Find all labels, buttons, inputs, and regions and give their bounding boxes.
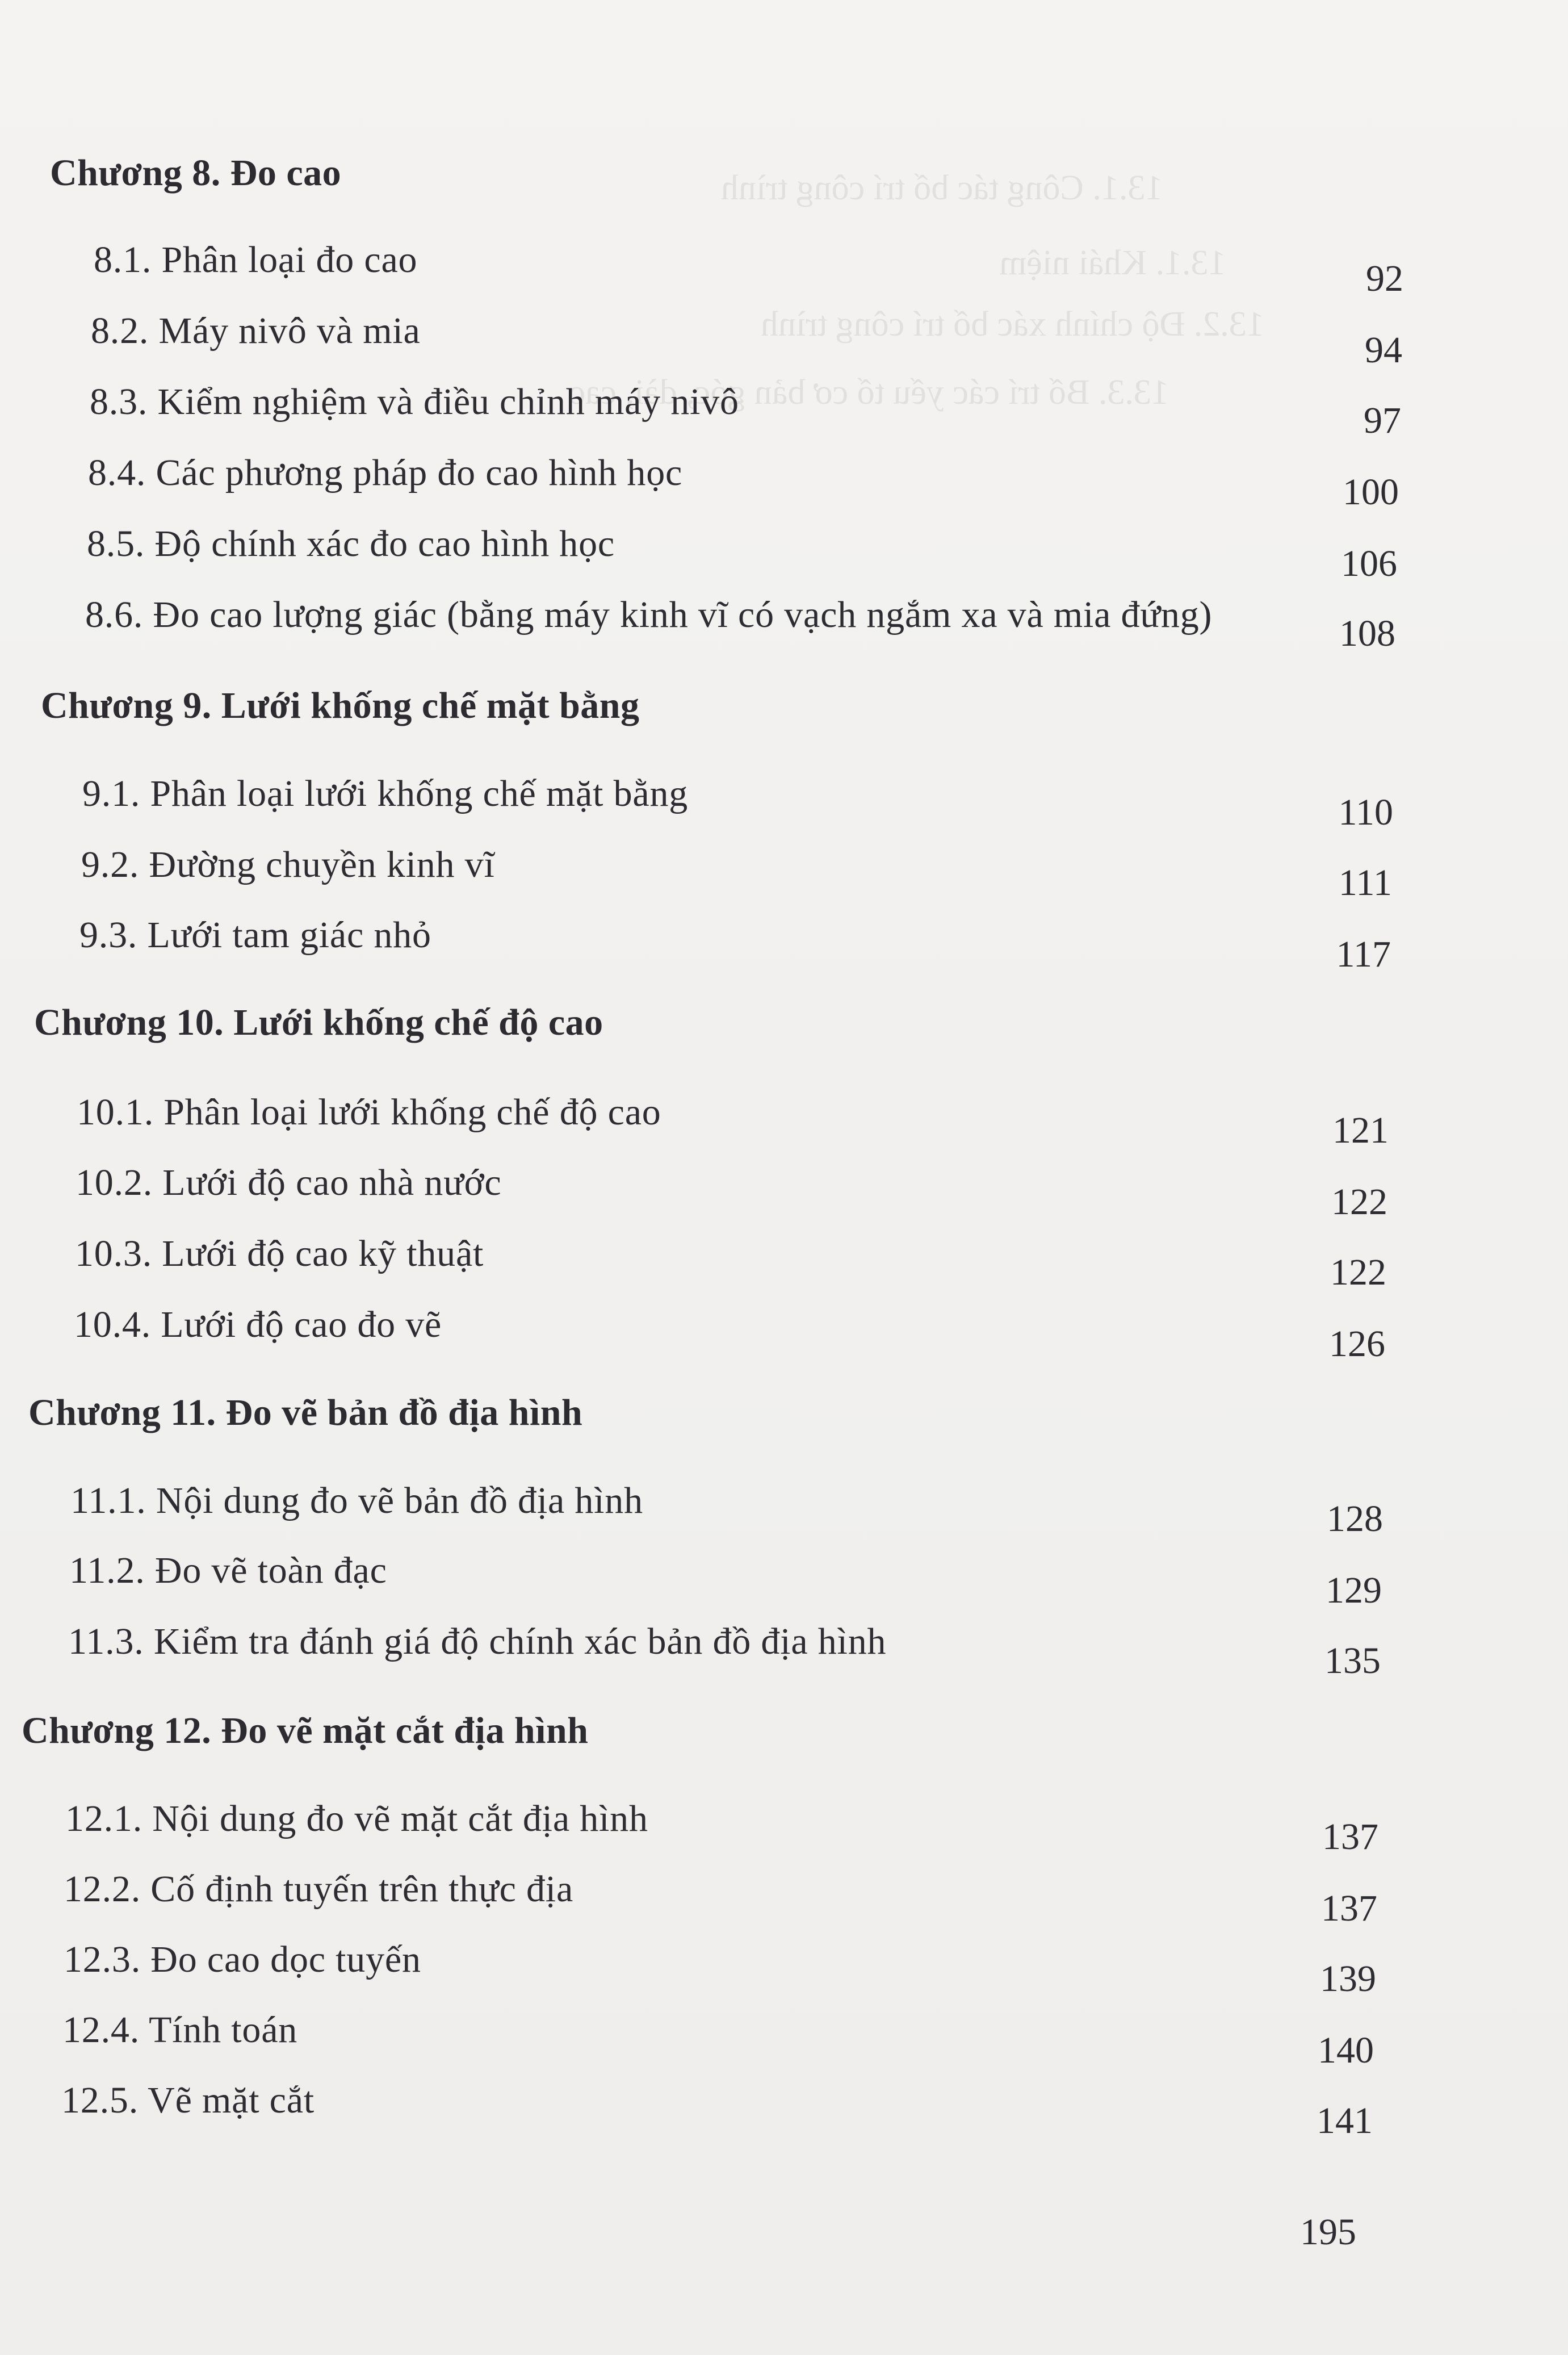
toc-entry-page: 122: [1330, 1252, 1386, 1293]
toc-entry-page: 106: [1341, 543, 1397, 584]
page-number: 195: [1300, 2211, 1356, 2253]
toc-entry-title: 12.4. Tính toán: [62, 2009, 298, 2051]
toc-entry-title: 12.1. Nội dung đo vẽ mặt cắt địa hình: [65, 1798, 648, 1839]
chapter-heading: Chương 8. Đo cao: [50, 152, 342, 194]
toc-entry-title: 8.5. Độ chính xác đo cao hình học: [87, 523, 615, 564]
toc-entry-page: 128: [1327, 1498, 1383, 1540]
bleed-through-line: 13.1. Khái niệm: [999, 244, 1226, 282]
toc-entry-title: 8.2. Máy nivô và mia: [91, 310, 421, 352]
toc-entry-page: 139: [1320, 1958, 1376, 2000]
toc-entry-page: 97: [1364, 400, 1401, 441]
bleed-through-line: 13.2. Độ chính xác bố trí công trình: [761, 305, 1264, 344]
toc-entry-title: 9.1. Phân loại lưới khống chế mặt bằng: [82, 773, 689, 814]
chapter-heading: Chương 11. Đo vẽ bản đồ địa hình: [28, 1392, 583, 1433]
toc-entry-title: 10.1. Phân loại lưới khống chế độ cao: [77, 1091, 661, 1133]
toc-entry-page: 129: [1326, 1570, 1382, 1611]
toc-entry-title: 12.5. Vẽ mặt cắt: [61, 2080, 315, 2121]
toc-entry-page: 111: [1338, 862, 1392, 903]
toc-entry-page: 135: [1324, 1640, 1381, 1681]
toc-entry-title: 11.1. Nội dung đo vẽ bản đồ địa hình: [70, 1480, 643, 1521]
toc-entry-title: 11.3. Kiểm tra đánh giá độ chính xác bản đồ địa hình: [68, 1621, 887, 1662]
toc-entry-page: 100: [1343, 471, 1399, 513]
toc-entry-title: 9.3. Lưới tam giác nhỏ: [79, 914, 431, 956]
toc-entry-page: 140: [1318, 2030, 1374, 2071]
toc-entry-title: 8.4. Các phương pháp đo cao hình học: [88, 452, 683, 493]
toc-entry-title: 10.2. Lưới độ cao nhà nước: [76, 1162, 502, 1203]
toc-entry-title: 8.3. Kiểm nghiệm và điều chỉnh máy nivô: [90, 381, 739, 423]
toc-entry-title: 9.2. Đường chuyền kinh vĩ: [81, 844, 495, 885]
toc-entry-title: 12.2. Cố định tuyến trên thực địa: [64, 1868, 574, 1910]
toc-entry-page: 110: [1338, 792, 1393, 833]
chapter-heading: Chương 9. Lưới khống chế mặt bằng: [41, 685, 640, 726]
bleed-through-line: 13.3. Bố trí các yếu tố cơ bản góc, dài, cao: [568, 373, 1169, 412]
toc-entry-title: 8.1. Phân loại đo cao: [94, 239, 418, 281]
toc-entry-title: 11.2. Đo vẽ toàn đạc: [69, 1550, 387, 1591]
toc-entry-title: 12.3. Đo cao dọc tuyến: [64, 1939, 421, 1980]
toc-entry-page: 137: [1321, 1888, 1377, 1929]
bleed-through-line: 13.1. Công tác bố trí công trình: [721, 169, 1163, 207]
toc-entry-page: 126: [1329, 1323, 1385, 1365]
toc-entry-page: 141: [1317, 2100, 1373, 2141]
toc-entry-page: 121: [1332, 1110, 1389, 1151]
chapter-heading: Chương 12. Đo vẽ mặt cắt địa hình: [22, 1710, 589, 1751]
toc-entry-page: 117: [1336, 934, 1391, 975]
toc-entry-page: 94: [1365, 329, 1402, 371]
toc-entry-title: 10.3. Lưới độ cao kỹ thuật: [75, 1233, 484, 1274]
toc-entry-title: 8.6. Đo cao lượng giác (bằng máy kinh vĩ có vạch ngắm xa và mia đứng): [85, 594, 1213, 635]
toc-entry-page: 137: [1322, 1816, 1378, 1858]
toc-entry-page: 108: [1339, 613, 1395, 654]
chapter-heading: Chương 10. Lưới khống chế độ cao: [34, 1002, 603, 1043]
toc-entry-page: 92: [1366, 258, 1403, 299]
toc-entry-title: 10.4. Lưới độ cao đo vẽ: [74, 1304, 442, 1345]
toc-entry-page: 122: [1331, 1181, 1387, 1223]
